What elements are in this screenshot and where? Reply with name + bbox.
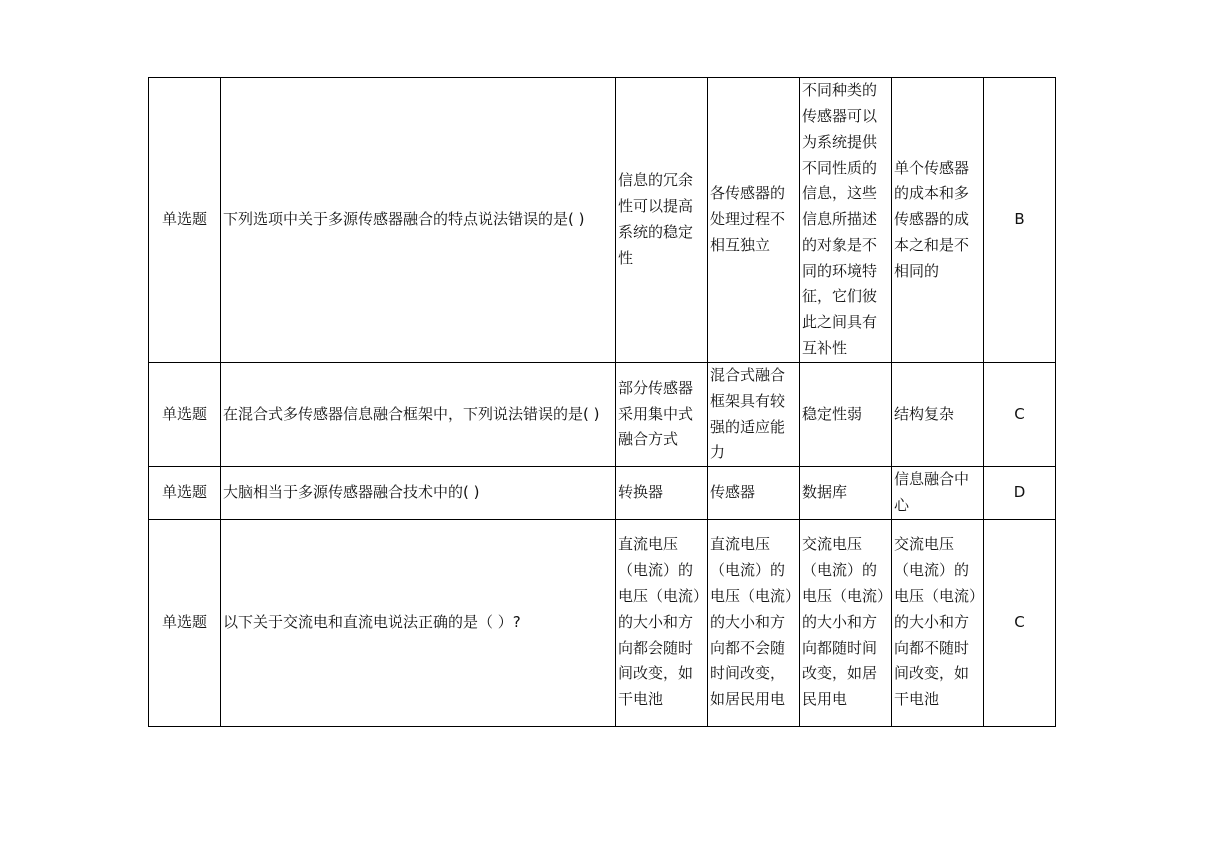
- question-text-cell: 在混合式多传感器信息融合框架中，下列说法错误的是( ): [221, 363, 616, 467]
- table-row: [149, 467, 1056, 520]
- question-text-cell: 下列选项中关于多源传感器融合的特点说法错误的是( ): [221, 78, 616, 363]
- option-a-cell: 部分传感器采用集中式融合方式: [616, 363, 708, 467]
- question-text-cell: 以下关于交流电和直流电说法正确的是（ ）?: [221, 519, 616, 726]
- option-c-cell: 不同种类的传感器可以为系统提供不同性质的信息，这些信息所描述的对象是不同的环境特征，它们彼此之间具有互补性: [800, 78, 892, 363]
- table-row: [149, 519, 1056, 726]
- answer-cell: B: [984, 78, 1056, 363]
- option-b-cell: 传感器: [708, 467, 800, 520]
- option-c-cell: 交流电压（电流）的电压（电流）的大小和方向都随时间改变，如居民用电: [800, 519, 892, 726]
- answer-cell: D: [984, 467, 1056, 520]
- table-row: [149, 78, 1056, 363]
- option-c-cell: 数据库: [800, 467, 892, 520]
- answer-cell: C: [984, 519, 1056, 726]
- option-d-cell: 信息融合中心: [892, 467, 984, 520]
- option-c-cell: 稳定性弱: [800, 363, 892, 467]
- option-a-cell: 信息的冗余性可以提高系统的稳定性: [616, 78, 708, 363]
- question-text-cell: 大脑相当于多源传感器融合技术中的( ): [221, 467, 616, 520]
- answer-cell: C: [984, 363, 1056, 467]
- option-a-cell: 直流电压（电流）的电压（电流）的大小和方向都会随时间改变，如干电池: [616, 519, 708, 726]
- question-table: [148, 77, 1056, 727]
- question-type-cell: 单选题: [149, 78, 221, 363]
- question-type-cell: 单选题: [149, 467, 221, 520]
- option-b-cell: 混合式融合框架具有较强的适应能力: [708, 363, 800, 467]
- option-d-cell: 结构复杂: [892, 363, 984, 467]
- question-type-cell: 单选题: [149, 519, 221, 726]
- option-a-cell: 转换器: [616, 467, 708, 520]
- option-d-cell: 交流电压（电流）的电压（电流）的大小和方向都不随时间改变，如干电池: [892, 519, 984, 726]
- question-type-cell: 单选题: [149, 363, 221, 467]
- option-d-cell: 单个传感器的成本和多传感器的成本之和是不相同的: [892, 78, 984, 363]
- option-b-cell: 各传感器的处理过程不相互独立: [708, 78, 800, 363]
- table-row: [149, 363, 1056, 467]
- option-b-cell: 直流电压（电流）的电压（电流）的大小和方向都不会随时间改变，如居民用电: [708, 519, 800, 726]
